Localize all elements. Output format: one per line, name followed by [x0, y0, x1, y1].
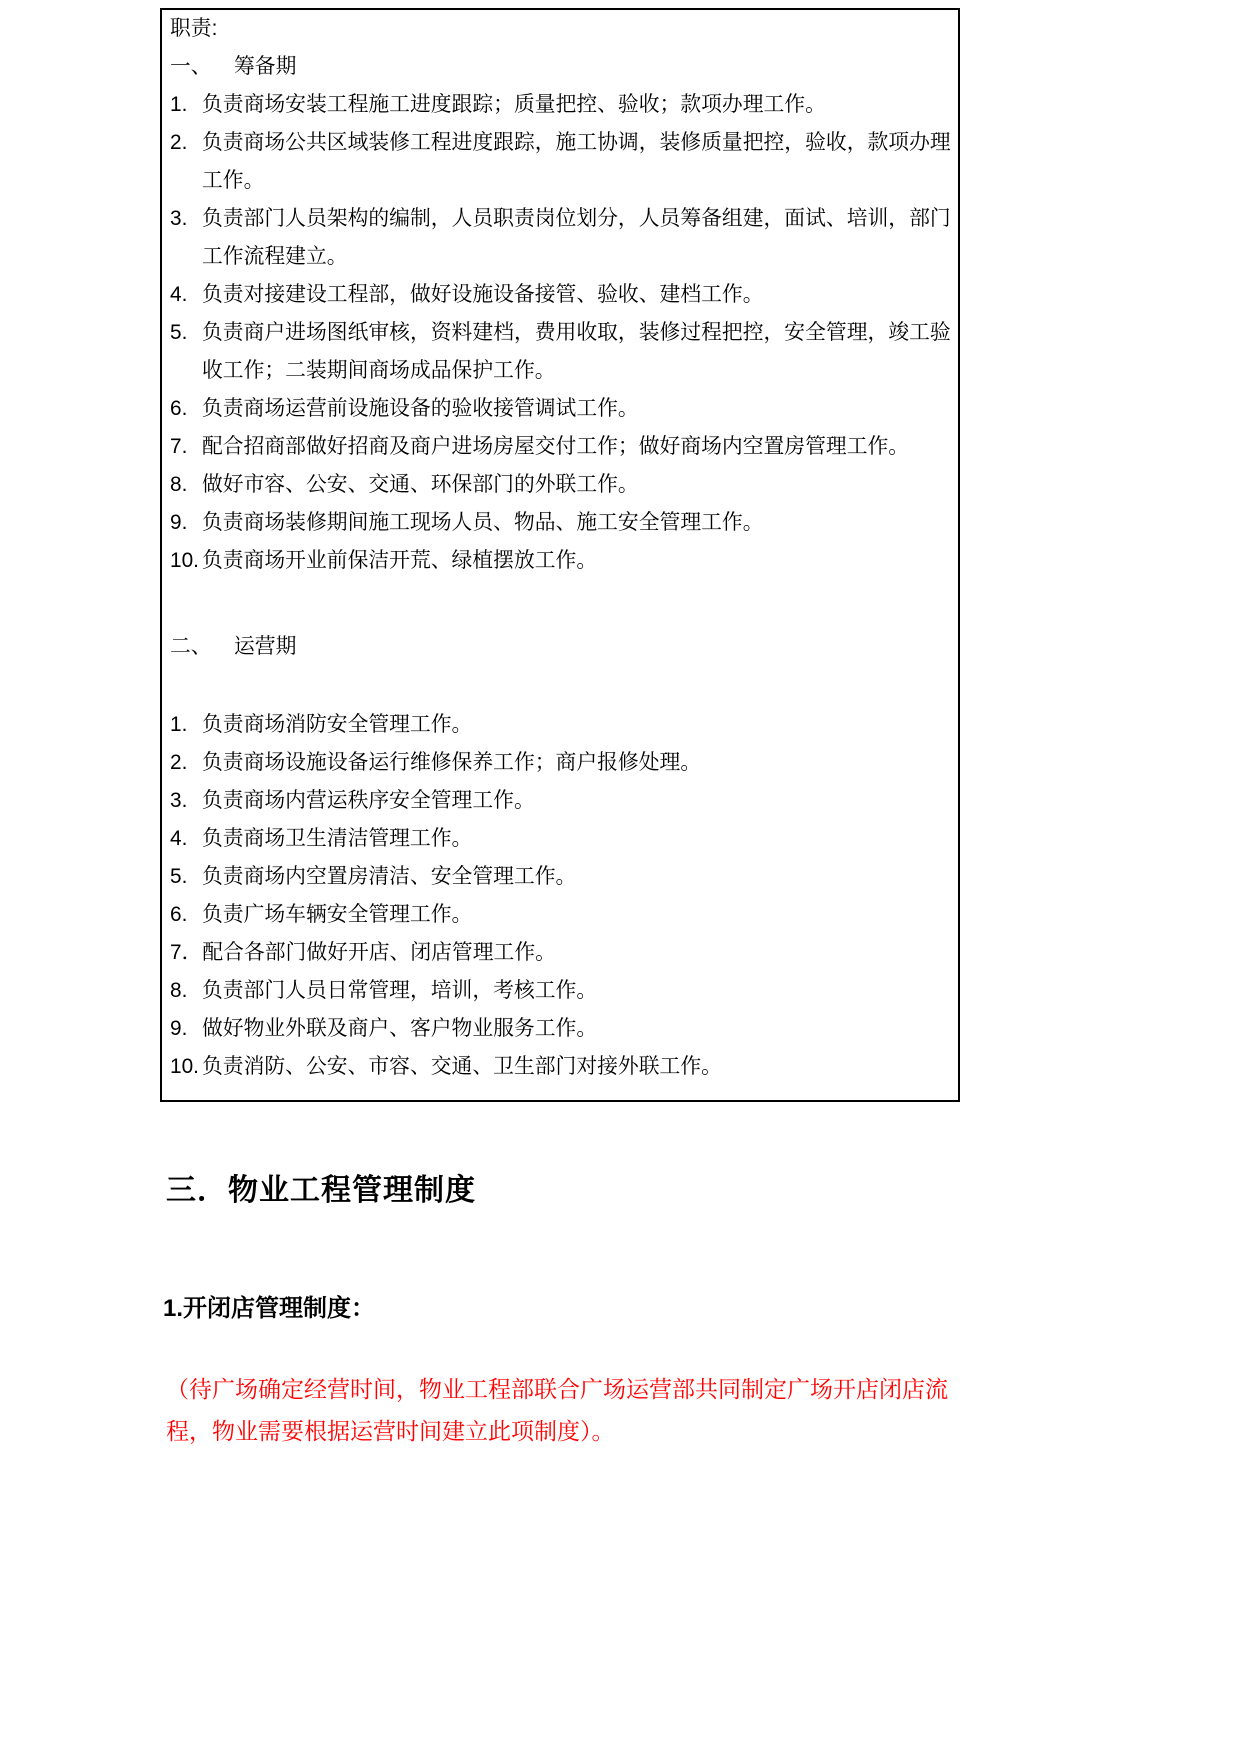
- list-item: [170, 782, 956, 820]
- item-text: 配合各部门做好开店、闭店管理工作。: [202, 941, 556, 964]
- item-number: 2.: [170, 751, 188, 774]
- item-text: 负责部门人员架构的编制，人员职责岗位划分，人员筹备组建，面试、培训，部门工作流程建立。: [202, 207, 951, 268]
- item-text: 负责商场消防安全管理工作。: [202, 713, 473, 736]
- item-number: 3.: [170, 207, 188, 230]
- item-number: 6.: [170, 397, 188, 420]
- section-heading-operation: [170, 628, 956, 666]
- list-item: [170, 1010, 956, 1048]
- item-number: 9.: [170, 511, 188, 534]
- item-number: 10.: [170, 1055, 199, 1078]
- item-number: 5.: [170, 321, 188, 344]
- list-item: [170, 504, 956, 542]
- list-item: [170, 934, 956, 972]
- list-item: [170, 86, 956, 124]
- list-item: [170, 744, 956, 782]
- item-number: 9.: [170, 1017, 188, 1040]
- item-text: 负责商场公共区域装修工程进度跟踪，施工协调，装修质量把控，验收，款项办理工作。: [202, 131, 951, 192]
- item-text: 负责广场车辆安全管理工作。: [202, 903, 473, 926]
- list-item: [170, 124, 956, 200]
- section-title: 运营期: [234, 635, 297, 658]
- item-number: 6.: [170, 903, 188, 926]
- red-note-paragraph: （待广场确定经营时间，物业工程部联合广场运营部共同制定广场开店闭店流程，物业需要根据运营时间建立此项制度）。: [166, 1376, 948, 1444]
- list-item: [170, 896, 956, 934]
- item-text: 负责商场内营运秩序安全管理工作。: [202, 789, 535, 812]
- list-item: [170, 820, 956, 858]
- item-text: 负责商场装修期间施工现场人员、物品、施工安全管理工作。: [202, 511, 764, 534]
- item-number: 5.: [170, 865, 188, 888]
- section-title: 筹备期: [234, 55, 297, 78]
- list-item: [170, 706, 956, 744]
- list-item: [170, 200, 956, 276]
- item-number: 10.: [170, 549, 199, 572]
- item-text: 配合招商部做好招商及商户进场房屋交付工作；做好商场内空置房管理工作。: [202, 435, 910, 458]
- item-number: 4.: [170, 827, 188, 850]
- item-text: 做好市容、公安、交通、环保部门的外联工作。: [202, 473, 639, 496]
- item-number: 1.: [170, 713, 188, 736]
- item-text: 做好物业外联及商户、客户物业服务工作。: [202, 1017, 598, 1040]
- item-number: 8.: [170, 473, 188, 496]
- item-number: 7．: [170, 941, 203, 964]
- list-item: [170, 390, 956, 428]
- section-marker: 一、: [170, 55, 212, 78]
- item-number: 8.: [170, 979, 188, 1002]
- item-number: 1.: [170, 93, 188, 116]
- duty-box-title: 职责:: [170, 17, 218, 40]
- list-item: [170, 858, 956, 896]
- item-text: 负责商场内空置房清洁、安全管理工作。: [202, 865, 577, 888]
- list-item: [170, 276, 956, 314]
- item-text: 负责商户进场图纸审核，资料建档，费用收取，装修过程把控，安全管理，竣工验收工作；二装期间商场成品保护工作。: [202, 321, 951, 382]
- preparation-period-list: [170, 86, 956, 580]
- item-number: 2.: [170, 131, 188, 154]
- item-text: 负责商场开业前保洁开荒、绿植摆放工作。: [202, 549, 598, 572]
- operation-period-list: [170, 706, 956, 1086]
- list-item: [170, 542, 956, 580]
- item-text: 负责部门人员日常管理，培训，考核工作。: [202, 979, 598, 1002]
- list-item: [170, 314, 956, 390]
- list-item: [170, 466, 956, 504]
- item-text: 负责商场运营前设施设备的验收接管调试工作。: [202, 397, 639, 420]
- chapter-heading: 三．物业工程管理制度: [166, 1174, 476, 1207]
- item-text: 负责消防、公安、市容、交通、卫生部门对接外联工作。: [202, 1055, 722, 1078]
- list-item: [170, 972, 956, 1010]
- item-number: 7.: [170, 435, 188, 458]
- list-item: [170, 428, 956, 466]
- section-heading-preparation: [170, 48, 956, 86]
- sub-heading: 1.开闭店管理制度：: [163, 1295, 376, 1322]
- item-text: 负责商场设施设备运行维修保养工作；商户报修处理。: [202, 751, 702, 774]
- section-marker: 二、: [170, 635, 212, 658]
- item-text: 负责商场卫生清洁管理工作。: [202, 827, 473, 850]
- item-text: 负责商场安装工程施工进度跟踪；质量把控、验收；款项办理工作。: [202, 93, 826, 116]
- list-item: [170, 1048, 956, 1086]
- duty-table-cell: [160, 8, 960, 1102]
- item-number: 3.: [170, 789, 188, 812]
- item-number: 4.: [170, 283, 188, 306]
- item-text: 负责对接建设工程部，做好设施设备接管、验收、建档工作。: [202, 283, 764, 306]
